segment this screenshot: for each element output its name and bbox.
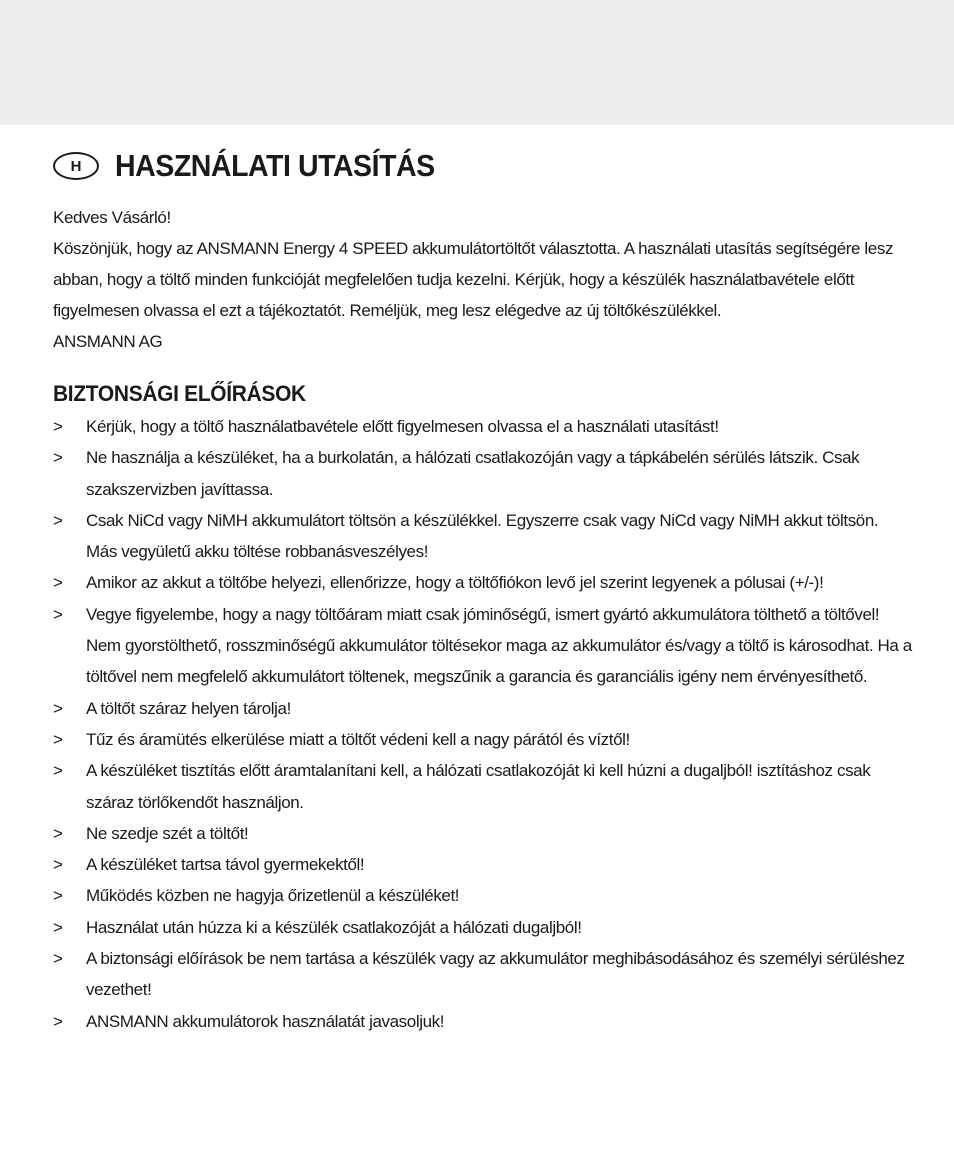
- bullet-marker: >: [53, 604, 63, 624]
- list-item: [53, 724, 913, 755]
- bullet-marker: >: [53, 949, 63, 969]
- list-item: [53, 755, 913, 818]
- bullet-marker: >: [53, 823, 63, 843]
- list-item: [53, 849, 913, 880]
- list-item: [53, 693, 913, 724]
- bullet-marker: >: [53, 448, 63, 468]
- bullet-marker: >: [53, 729, 63, 749]
- list-item: [53, 567, 913, 598]
- greeting: Kedves Vásárló!: [53, 208, 171, 227]
- bullet-marker: >: [53, 1011, 63, 1031]
- list-item: [53, 818, 913, 849]
- bullet-marker: >: [53, 886, 63, 906]
- list-item: [53, 442, 913, 505]
- list-item: [53, 411, 913, 442]
- list-item-text: Működés közben ne hagyja őrizetlenül a készüléket!: [86, 886, 460, 906]
- intro-paragraph: Köszönjük, hogy az ANSMANN Energy 4 SPEED akkumulátortöltőt választotta. A használati utasítás segítségére lesz abban, hogy a töltő minden funkcióját megfelelően tudja kezelni. Kérjük, hogy a készülék használatbavétele előtt figyelmesen olvassa el ezt a tájékoztatót. Reméljük, meg lesz elégedve az új töltőkészülékkel.: [53, 239, 894, 320]
- list-item-text: ANSMANN akkumulátorok használatát javasoljuk!: [86, 1011, 445, 1031]
- manual-page: [53, 142, 913, 1037]
- bullet-marker: >: [53, 698, 63, 718]
- language-badge: H: [53, 152, 99, 180]
- list-item-text: Tűz és áramütés elkerülése miatt a töltőt védeni kell a nagy párától és víztől!: [86, 729, 630, 749]
- safety-heading: BIZTONSÁGI ELŐÍRÁSOK: [53, 381, 306, 406]
- list-item-text: Csak NiCd vagy NiMH akkumulátort töltsön a készülékkel. Egyszerre csak vagy NiCd vagy NiMH akkut töltsön. Más vegyületű akku töltése robbanásveszélyes!: [86, 510, 879, 562]
- bullet-marker: >: [53, 573, 63, 593]
- list-item: [53, 599, 913, 693]
- list-item-text: A töltőt száraz helyen tárolja!: [86, 698, 291, 718]
- header-band: [0, 0, 954, 125]
- safety-list: [53, 411, 913, 1037]
- list-item-text: Ne szedje szét a töltőt!: [86, 823, 249, 843]
- title-row: [53, 142, 913, 190]
- bullet-marker: >: [53, 917, 63, 937]
- list-item-text: Ne használja a készüléket, ha a burkolatán, a hálózati csatlakozóján vagy a tápkábelén sérülés látszik. Csak szakszervizben javíttassa.: [86, 448, 860, 499]
- bullet-marker: >: [53, 855, 63, 875]
- signature: ANSMANN AG: [53, 332, 163, 351]
- list-item: [53, 1006, 913, 1037]
- bullet-marker: >: [53, 761, 63, 781]
- list-item: [53, 943, 913, 1006]
- list-item-text: Vegye figyelembe, hogy a nagy töltőáram miatt csak jóminőségű, ismert gyártó akkumulátora tölthető a töltővel! Nem gyorstölthető, rosszminőségű akkumulátor töltésekor maga az akkumulátor és/vagy a töltő is károsodhat. Ha a töltővel nem megfelelő akkumulátort töltenek, megszűnik a garancia és garanciális igény nem érvényesíthető.: [86, 604, 912, 687]
- list-item-text: Használat után húzza ki a készülék csatlakozóját a hálózati dugaljból!: [86, 917, 582, 937]
- list-item-text: A biztonsági előírások be nem tartása a készülék vagy az akkumulátor meghibásodásához és személyi sérüléshez vezethet!: [86, 949, 905, 1000]
- list-item: [53, 912, 913, 943]
- list-item: [53, 505, 913, 568]
- bullet-marker: >: [53, 510, 63, 530]
- page-title: HASZNÁLATI UTASÍTÁS: [115, 148, 435, 183]
- intro-section: [53, 202, 913, 357]
- list-item: [53, 880, 913, 911]
- bullet-marker: >: [53, 417, 63, 436]
- list-item-text: Kérjük, hogy a töltő használatbavétele előtt figyelmesen olvassa el a használati utasítást!: [86, 417, 719, 436]
- list-item-text: A készüléket tisztítás előtt áramtalanítani kell, a hálózati csatlakozóját ki kell húzni a dugaljból! isztításhoz csak száraz törlőkendőt használjon.: [86, 761, 871, 812]
- list-item-text: A készüléket tartsa távol gyermekektől!: [86, 855, 365, 875]
- list-item-text: Amikor az akkut a töltőbe helyezi, ellenőrizze, hogy a töltőfiókon levő jel szerint legyenek a pólusai (+/-)!: [86, 573, 824, 593]
